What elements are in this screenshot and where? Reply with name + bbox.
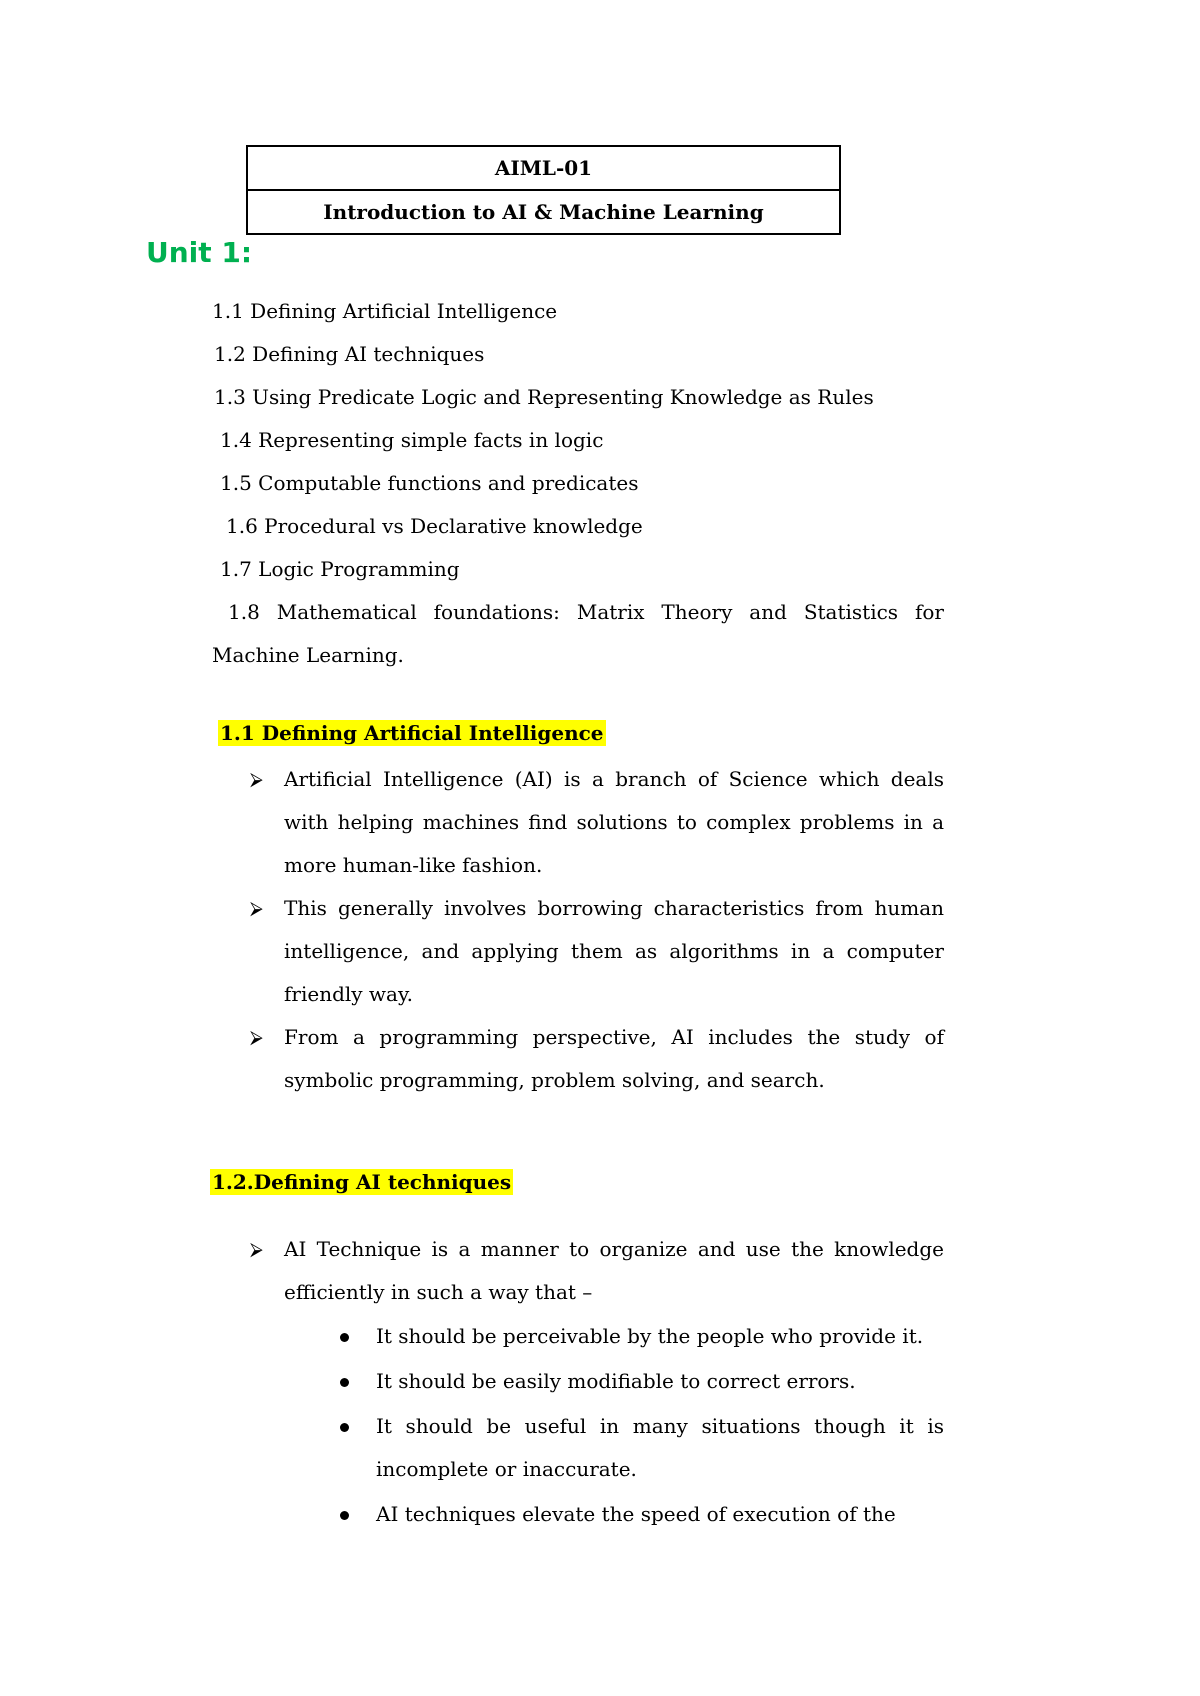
arrow-bullet-icon: ⮚ [250, 769, 263, 790]
arrow-bullet-icon: ⮚ [250, 898, 263, 919]
toc-item: 1.7 Logic Programming [220, 557, 460, 581]
bullet-text: This generally involves borrowing characteristics from human intelligence, and applying them as algorithms in a computer friendly way. [284, 896, 944, 1006]
toc-item: 1.6 Procedural vs Declarative knowledge [226, 514, 643, 538]
bullet-text: Artificial Intelligence (AI) is a branch of Science which deals with helping machines find solutions to complex problems in a more human-like fashion. [284, 767, 944, 877]
dot-bullet-icon [340, 1511, 349, 1520]
section-1-1-bullets [250, 758, 944, 1102]
list-item [250, 887, 944, 1016]
section-title-1-1: 1.1 Defining Artificial Intelligence [220, 721, 604, 745]
bullet-text: AI techniques elevate the speed of execution of the [376, 1502, 896, 1526]
toc-item: 1.8 Mathematical foundations: Matrix Theory and Statistics for Machine Learning. [212, 600, 944, 667]
bullet-text: It should be useful in many situations though it is incomplete or inaccurate. [376, 1414, 944, 1481]
bullet-text: From a programming perspective, AI includes the study of symbolic programming, problem solving, and search. [284, 1025, 944, 1092]
list-item [336, 1493, 944, 1536]
unit-heading: Unit 1: [146, 236, 253, 269]
list-item [250, 1228, 944, 1314]
bullet-text: It should be perceivable by the people who provide it. [376, 1324, 924, 1348]
toc-item: 1.1 Defining Artificial Intelligence [212, 299, 558, 323]
dot-bullet-icon [340, 1423, 349, 1432]
list-item [250, 1016, 944, 1102]
section-title-1-2: 1.2.Defining AI techniques [212, 1170, 512, 1194]
list-item [336, 1360, 944, 1403]
arrow-bullet-icon: ⮚ [250, 1239, 263, 1260]
dot-bullet-icon [340, 1378, 349, 1387]
course-title-box [246, 145, 841, 235]
list-item [336, 1315, 944, 1358]
toc-item: 1.2 Defining AI techniques [214, 342, 485, 366]
section-1-2-sub-bullets [336, 1315, 944, 1538]
toc-item: 1.5 Computable functions and predicates [220, 471, 639, 495]
course-title: Introduction to AI & Machine Learning [248, 189, 839, 233]
bullet-text: AI Technique is a manner to organize and use the knowledge efficiently in such a way that – [284, 1237, 944, 1304]
list-item [336, 1405, 944, 1491]
bullet-text: It should be easily modifiable to correct errors. [376, 1369, 856, 1393]
dot-bullet-icon [340, 1333, 349, 1342]
section-1-2-bullets [250, 1228, 944, 1314]
list-item [250, 758, 944, 887]
toc-item: 1.3 Using Predicate Logic and Representing Knowledge as Rules [214, 385, 874, 409]
arrow-bullet-icon: ⮚ [250, 1027, 263, 1048]
toc-item: 1.4 Representing simple facts in logic [220, 428, 604, 452]
table-of-contents [212, 290, 944, 677]
course-code: AIML-01 [494, 156, 593, 180]
